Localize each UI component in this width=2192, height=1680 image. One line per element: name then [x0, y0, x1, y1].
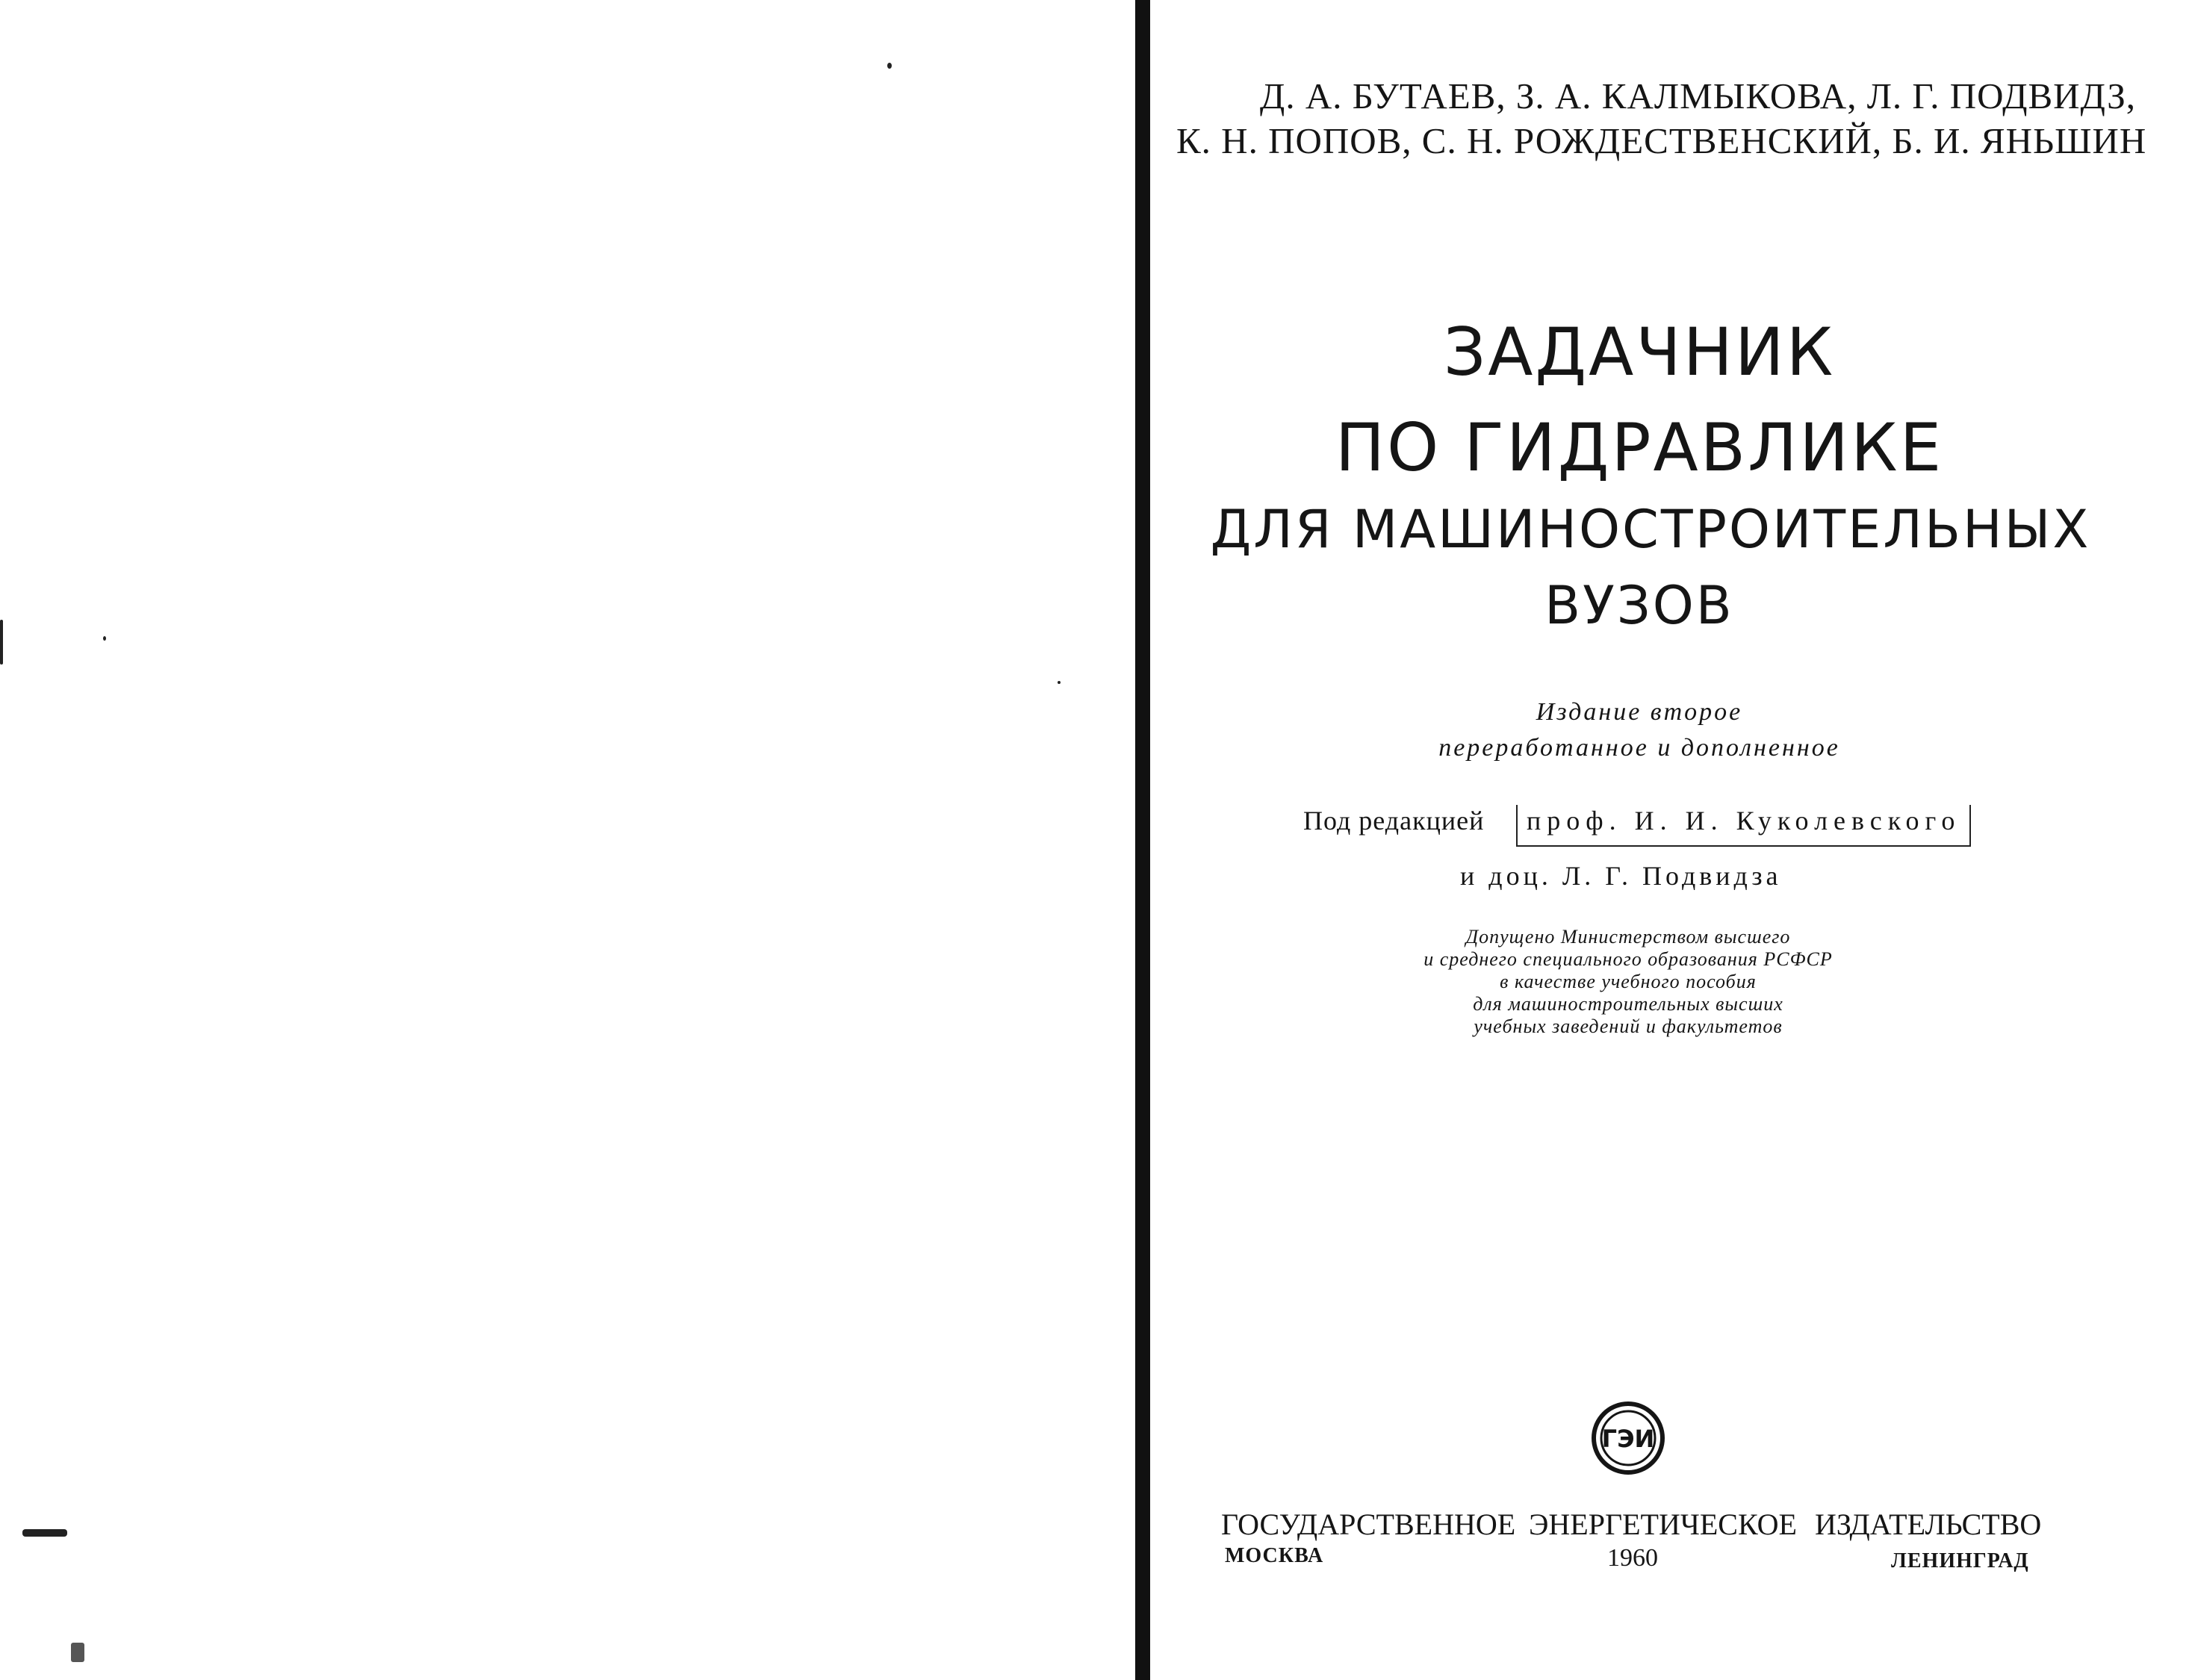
title-line-4: ВУЗОВ [1544, 575, 1734, 636]
publisher-logo-text: ГЭИ [1601, 1425, 1655, 1453]
book-spine-shadow [1135, 0, 1150, 1680]
approval-line-4: для машиностроительных высших [1473, 993, 1783, 1015]
authors-line-2: К. Н. ПОПОВ, С. Н. РОЖДЕСТВЕНСКИЙ, Б. И. ЯНЬШИН [1176, 120, 2147, 161]
scan-speck [22, 1529, 67, 1537]
editor-2-name: и доц. Л. Г. Подвидза [1460, 861, 1782, 891]
scan-speck [0, 620, 3, 665]
title-line-3: ДЛЯ МАШИНОСТРОИТЕЛЬНЫХ [1210, 499, 2091, 560]
authors-line-1: Д. А. БУТАЕВ, З. А. КАЛМЫКОВА, Л. Г. ПОДВИДЗ, [1259, 75, 2136, 116]
approval-line-2: и среднего специального образования РСФСР [1423, 948, 1833, 970]
approval-line-3: в качестве учебного пособия [1500, 971, 1757, 992]
scan-speck [1058, 681, 1061, 684]
publication-year: 1960 [1607, 1544, 1658, 1572]
city-right: ЛЕНИНГРАД [1891, 1549, 2029, 1572]
editor-1-name: проф. И. И. Куколевского [1527, 806, 1961, 836]
publisher-word-3: ИЗДАТЕЛЬСТВО [1815, 1508, 2042, 1541]
city-left: МОСКВА [1225, 1544, 1324, 1567]
approval-line-1: Допущено Министерством высшего [1465, 926, 1791, 948]
edition-line-1: Издание второе [1536, 698, 1743, 726]
editors-label: Под редакцией [1303, 806, 1485, 836]
publisher-word-1: ГОСУДАРСТВЕННОЕ [1221, 1508, 1516, 1541]
edition-line-2: переработанное и дополненное [1438, 734, 1840, 762]
publisher-logo-icon [1591, 1401, 1665, 1475]
title-line-2: ПО ГИДРАВЛИКЕ [1335, 409, 1944, 486]
scan-speck [103, 636, 106, 641]
scan-speck [887, 63, 892, 69]
approval-note [1344, 926, 1912, 1038]
publisher-logo [1591, 1401, 1665, 1475]
editor-1-box [1516, 805, 1971, 847]
scan-speck [71, 1643, 84, 1662]
title-line-1: ЗАДАЧНИК [1443, 314, 1836, 391]
approval-line-5: учебных заведений и факультетов [1474, 1015, 1783, 1037]
publisher-word-2: ЭНЕРГЕТИЧЕСКОЕ [1529, 1508, 1797, 1541]
